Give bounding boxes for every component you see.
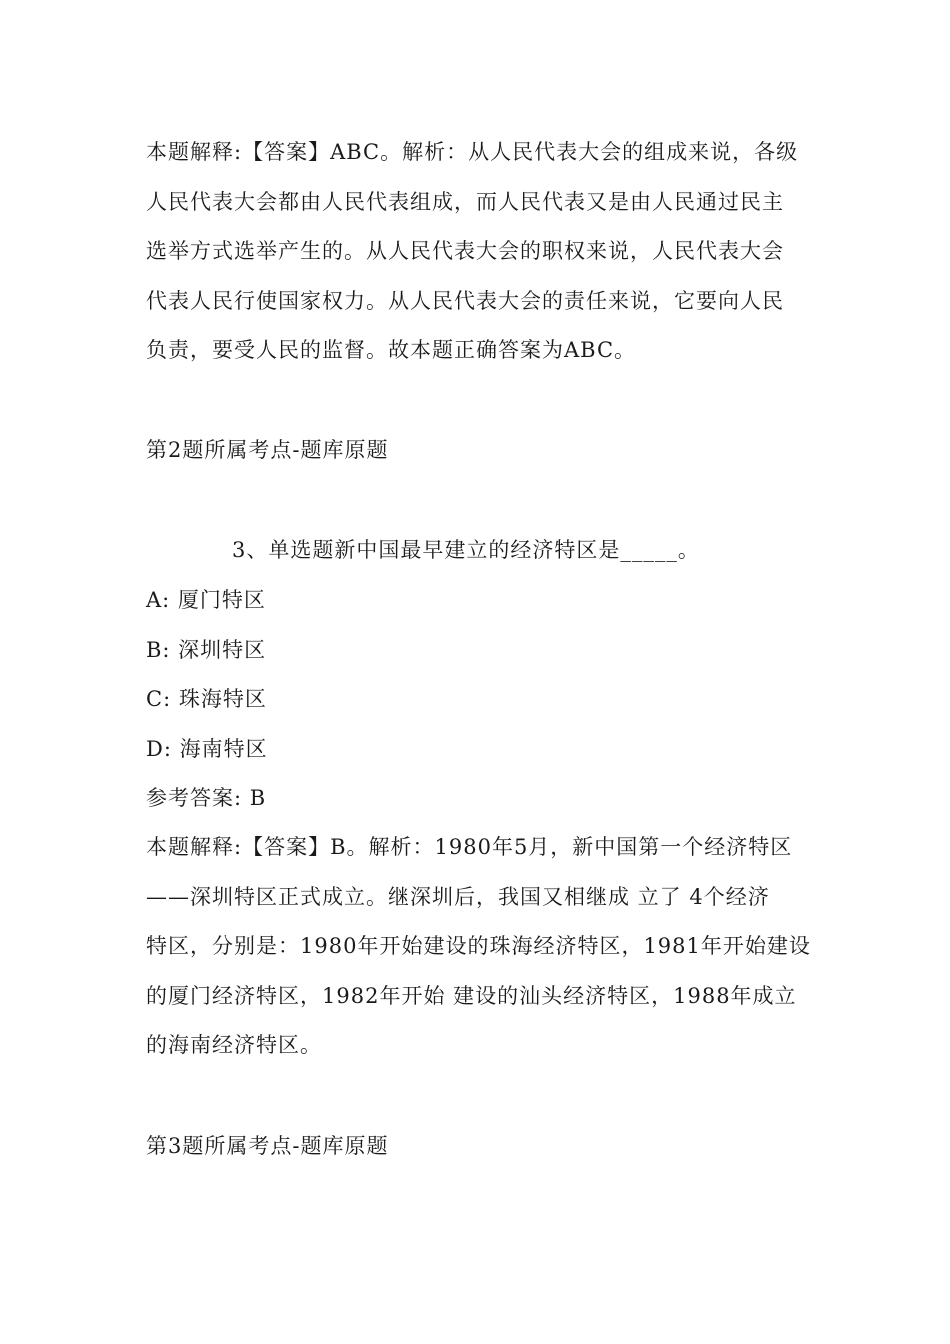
question-3-stem: 3、单选题新中国最早建立的经济特区是_____。 <box>232 538 700 562</box>
text-line: 的海南经济特区。 <box>146 1033 322 1057</box>
explanation-q3 <box>146 823 811 1071</box>
question-3-options <box>146 576 808 774</box>
section-label-q2: 第2题所属考点-题库原题 <box>146 438 389 462</box>
text-line: 本题解释:【答案】B。解析：1980年5月，新中国第一个经济特区 <box>146 835 793 859</box>
section-label-q3: 第3题所属考点-题库原题 <box>146 1134 389 1158</box>
text-line: 特区，分别是：1980年开始建设的珠海经济特区，1981年开始建设 <box>146 934 811 958</box>
option-d: D: 海南特区 <box>146 736 268 761</box>
text-line: ——深圳特区正式成立。继深圳后，我国又相继成 立了 4个经济 <box>146 884 770 909</box>
text-line: 代表人民行使国家权力。从人民代表大会的责任来说，它要向人民 <box>146 288 784 313</box>
option-a: A: 厦门特区 <box>146 588 266 612</box>
option-b: B: 深圳特区 <box>146 637 267 662</box>
text-line: 选举方式选举产生的。从人民代表大会的职权来说，人民代表大会 <box>146 239 784 263</box>
option-c: C: 珠海特区 <box>146 687 267 711</box>
text-line: 负责，要受人民的监督。故本题正确答案为ABC。 <box>146 338 637 362</box>
text-line: 本题解释:【答案】ABC。解析：从人民代表大会的组成来说，各级 <box>146 140 799 164</box>
explanation-q2 <box>146 128 808 376</box>
text-line: 的厦门经济特区，1982年开始 建设的汕头经济特区，1988年成立 <box>146 983 797 1008</box>
reference-answer: 参考答案: B <box>146 786 267 810</box>
text-line: 人民代表大会都由人民代表组成，而人民代表又是由人民通过民主 <box>146 189 784 214</box>
